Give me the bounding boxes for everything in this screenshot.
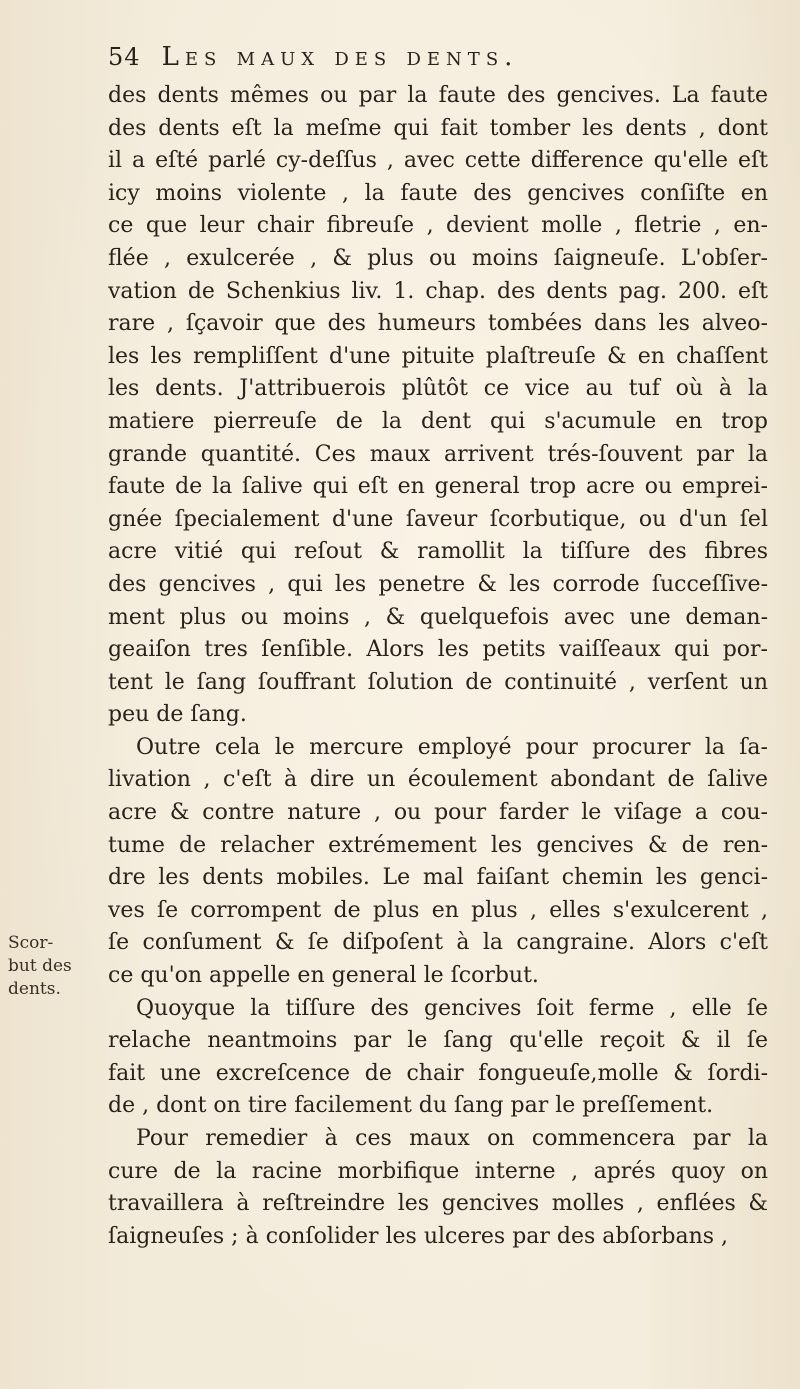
margin-note-line: dents. bbox=[8, 979, 61, 999]
text-line: grande quantité. Ces maux arrivent trés-ſouvent par la bbox=[108, 441, 768, 467]
text-line: des gencives , qui les penetre & les corrode ſucceſſive- bbox=[108, 571, 768, 597]
text-line: icy moins violente , la faute des gencives conſiſte en bbox=[108, 180, 768, 206]
text-line: faute de la ſalive qui eſt en general trop acre ou emprei- bbox=[108, 474, 768, 500]
page-number: 54 bbox=[108, 43, 141, 71]
text-line: rare , ſçavoir que des humeurs tombées dans les alveo- bbox=[108, 311, 768, 337]
text-line: ſaigneuſes ; à conſolider les ulceres par des abſorbans , bbox=[108, 1223, 729, 1249]
text-line: de , dont on tire facilement du ſang par le preſſement. bbox=[108, 1093, 714, 1119]
text-line: fait une excreſcence de chair fongueuſe,molle & ſordi- bbox=[108, 1060, 768, 1086]
text-line: tent le ſang ſouffrant ſolution de continuité , verſent un bbox=[108, 669, 768, 695]
text-line: des dents mêmes ou par la faute des gencives. La faute bbox=[108, 83, 768, 108]
text-line: des dents eſt la meſme qui fait tomber les dents , dont bbox=[108, 115, 768, 141]
text-line: ce que leur chair fibreuſe , devient molle , fletrie , en- bbox=[108, 213, 768, 239]
text-line: Quoyque la tiſſure des gencives ſoit ferme , elle ſe bbox=[136, 995, 768, 1021]
text-line: Outre cela le mercure employé pour procurer la ſa- bbox=[136, 734, 768, 760]
text-line: il a eſté parlé cy-deſſus , avec cette difference qu'elle eſt bbox=[108, 148, 768, 174]
text-line: cure de la racine morbifique interne , aprés quoy on bbox=[108, 1158, 768, 1184]
text-line: Pour remedier à ces maux on commencera par la bbox=[136, 1126, 768, 1151]
margin-note-line: but des bbox=[8, 956, 72, 976]
text-line: geaiſon tres ſenſible. Alors les petits vaiſſeaux qui por- bbox=[108, 637, 768, 663]
text-line: travaillera à reſtreindre les gencives molles , enflées & bbox=[108, 1191, 768, 1217]
text-line: acre vitié qui reſout & ramollit la tiſſure des fibres bbox=[108, 539, 768, 565]
text-line: relache neantmoins par le ſang qu'elle reçoit & il ſe bbox=[108, 1028, 768, 1054]
text-line: ce qu'on appelle en general le ſcorbut. bbox=[108, 963, 539, 989]
text-line: gnée ſpecialement d'une ſaveur ſcorbutique, ou d'un ſel bbox=[108, 506, 768, 532]
text-line: matiere pierreuſe de la dent qui s'acumule en trop bbox=[108, 408, 768, 434]
margin-note-line: Scor- bbox=[8, 933, 54, 953]
text-line: dre les dents mobiles. Le mal faiſant chemin les genci- bbox=[108, 865, 768, 891]
text-line: vation de Schenkius liv. 1. chap. des dents pag. 200. eſt bbox=[108, 278, 768, 304]
text-line: les dents. J'attribuerois plûtôt ce vice au tuf où à la bbox=[108, 376, 768, 402]
page-header bbox=[108, 42, 668, 82]
running-head: Les maux des dents. bbox=[161, 42, 519, 72]
text-line: ſe conſument & ſe diſpoſent à la cangraine. Alors c'eſt bbox=[108, 930, 768, 956]
margin-note bbox=[8, 932, 104, 1001]
text-line: les les rempliſſent d'une pituite plaſtreuſe & en chaſſent bbox=[108, 343, 768, 369]
text-line: ment plus ou moins , & quelquefois avec une deman- bbox=[108, 604, 768, 630]
text-line: peu de ſang. bbox=[108, 702, 247, 728]
text-line: ves ſe corrompent de plus en plus , elles s'exulcerent , bbox=[108, 897, 768, 923]
text-line: acre & contre nature , ou pour farder le viſage a cou- bbox=[108, 800, 768, 826]
text-line: flée , exulcerée , & plus ou moins ſaigneuſe. L'obſer- bbox=[108, 245, 768, 271]
text-line: livation , c'eſt à dire un écoulement abondant de ſalive bbox=[108, 767, 768, 793]
body-text bbox=[108, 80, 768, 1253]
text-line: tume de relacher extrémement les gencives & de ren- bbox=[108, 832, 768, 858]
